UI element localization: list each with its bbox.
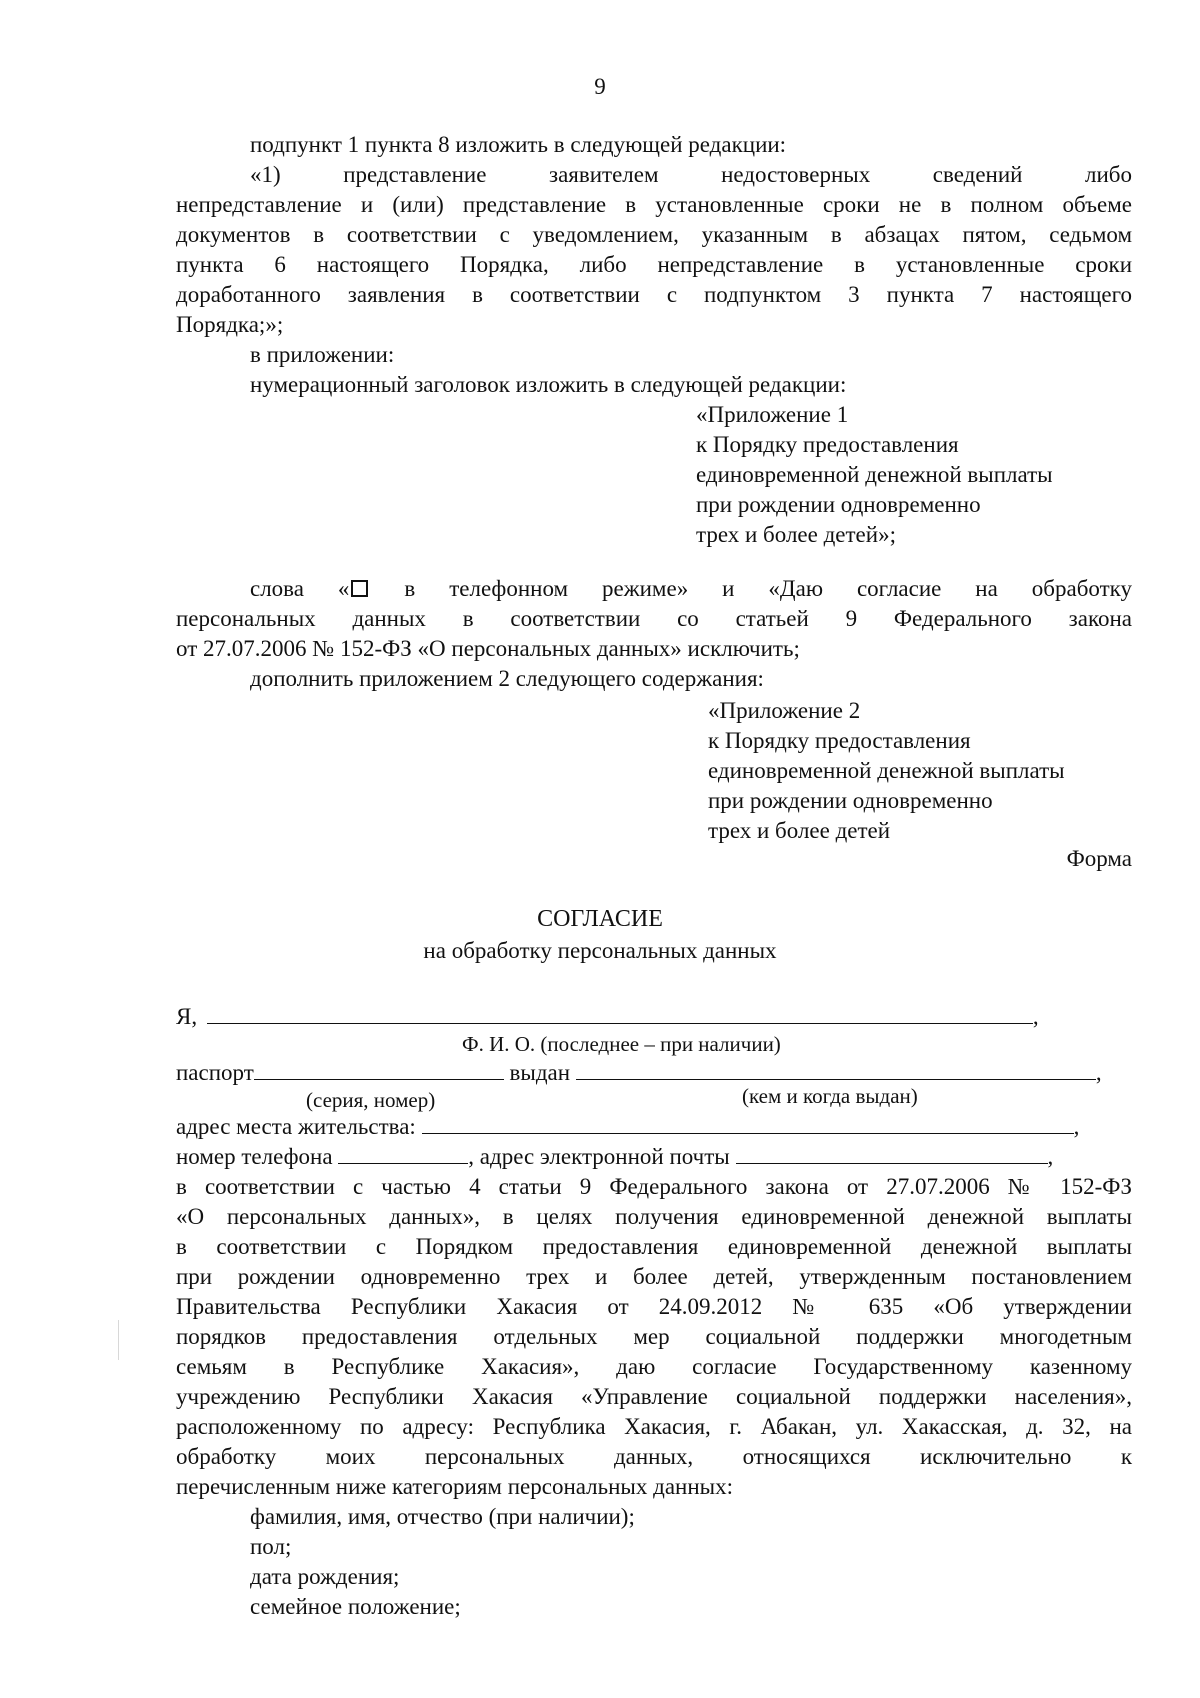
annex1-line: «Приложение 1 [696, 402, 849, 427]
page-number: 9 [594, 74, 606, 99]
email-label: , адрес электронной почты [468, 1144, 730, 1169]
email-blank[interactable] [736, 1145, 1048, 1164]
passport-blank[interactable] [254, 1061, 504, 1080]
annex2-line: трех и более детей [708, 818, 891, 843]
amendment-line: непредставление и (или) представление в установленные сроки не в полном объеме [176, 192, 1132, 217]
words-removal-line: персональных данных в соответствии со статьей 9 Федерального закона [176, 606, 1132, 631]
issued-caption: (кем и когда выдан) [742, 1084, 918, 1108]
fio-blank[interactable] [207, 1005, 1033, 1024]
address-blank[interactable] [422, 1115, 1074, 1134]
consent-line: расположенному по адресу: Республика Хакасия, г. Абакан, ул. Хакасская, д. 32, на [176, 1414, 1132, 1439]
fio-row: Я, , [176, 1004, 1039, 1029]
issued-blank[interactable] [576, 1061, 1096, 1080]
consent-line: в соответствии с Порядком предоставления единовременной денежной выплаты [176, 1234, 1132, 1259]
series-caption: (серия, номер) [306, 1088, 436, 1112]
add-annex-instruction: дополнить приложением 2 следующего содержания: [250, 666, 764, 691]
annex1-header [696, 400, 1053, 550]
amendment-line: пункта 6 настоящего Порядка, либо непредставление в установленные сроки [176, 252, 1132, 277]
consent-title: СОГЛАСИЕ [537, 906, 663, 932]
i-label: Я, [176, 1004, 198, 1029]
passport-row: паспорт выдан , [176, 1060, 1102, 1085]
form-label: Форма [1066, 846, 1132, 871]
consent-body [176, 1172, 1132, 1502]
fio-caption: Ф. И. О. (последнее – при наличии) [462, 1032, 781, 1056]
category-item: пол; [250, 1534, 292, 1559]
consent-line: перечисленным ниже категориям персональных данных: [176, 1474, 734, 1499]
contact-row: номер телефона , адрес электронной почты , [176, 1144, 1054, 1169]
address-label: адрес места жительства: [176, 1114, 416, 1139]
words-removal-line: от 27.07.2006 № 152-ФЗ «О персональных данных» исключить; [176, 636, 800, 661]
address-row: адрес места жительства: , [176, 1114, 1080, 1139]
consent-line: обработку моих персональных данных, относящихся исключительно к [176, 1444, 1132, 1469]
category-item: семейное положение; [250, 1594, 461, 1619]
amendment-intro: подпункт 1 пункта 8 изложить в следующей редакции: [250, 132, 787, 157]
passport-label: паспорт [176, 1060, 254, 1085]
annex2-line: к Порядку предоставления [708, 728, 971, 753]
consent-line: «О персональных данных», в целях получения единовременной денежной выплаты [176, 1204, 1132, 1229]
amendment-text [176, 160, 1132, 340]
annex1-line: единовременной денежной выплаты [696, 462, 1053, 487]
consent-line: порядков предоставления отдельных мер социальной поддержки многодетным [176, 1324, 1132, 1349]
category-item: фамилия, имя, отчество (при наличии); [250, 1504, 635, 1529]
annex1-line: при рождении одновременно [696, 492, 981, 517]
amendment-line: документов в соответствии с уведомлением, указанным в абзацах пятом, седьмом [176, 222, 1132, 247]
annex2-header [708, 696, 1065, 846]
amendment-line: «1) представление заявителем недостоверных сведений либо [250, 162, 1132, 187]
annex2-line: при рождении одновременно [708, 788, 993, 813]
consent-line: в соответствии с частью 4 статьи 9 Федерального закона от 27.07.2006 № 152-ФЗ [176, 1174, 1132, 1199]
amendment-line: Порядка;»; [176, 312, 284, 337]
phone-blank[interactable] [338, 1145, 468, 1164]
checkbox-icon [351, 580, 368, 597]
annex2-line: единовременной денежной выплаты [708, 758, 1065, 783]
consent-subtitle: на обработку персональных данных [423, 938, 777, 963]
issued-label: выдан [509, 1060, 571, 1085]
heading-instruction: нумерационный заголовок изложить в следующей редакции: [250, 372, 847, 397]
categories-list [250, 1502, 635, 1622]
category-item: дата рождения; [250, 1564, 400, 1589]
annex1-line: к Порядку предоставления [696, 432, 959, 457]
words-removal-line: слова « в телефонном режиме» и «Даю согласие на обработку [250, 576, 1132, 601]
amendment-line: доработанного заявления в соответствии с подпунктом 3 пункта 7 настоящего [176, 282, 1132, 307]
consent-line: при рождении одновременно трех и более детей, утвержденным постановлением [176, 1264, 1132, 1289]
scan-artifact [118, 1320, 119, 1360]
phone-label: номер телефона [176, 1144, 333, 1169]
consent-line: Правительства Республики Хакасия от 24.09.2012 № 635 «Об утверждении [176, 1294, 1132, 1319]
consent-line: учреждению Республики Хакасия «Управление социальной поддержки населения», [176, 1384, 1132, 1409]
in-annex-label: в приложении: [250, 342, 395, 367]
words-removal-paragraph [176, 574, 1132, 664]
consent-line: семьям в Республике Хакасия», даю согласие Государственному казенному [176, 1354, 1132, 1379]
annex2-line: «Приложение 2 [708, 698, 861, 723]
annex1-line: трех и более детей»; [696, 522, 896, 547]
